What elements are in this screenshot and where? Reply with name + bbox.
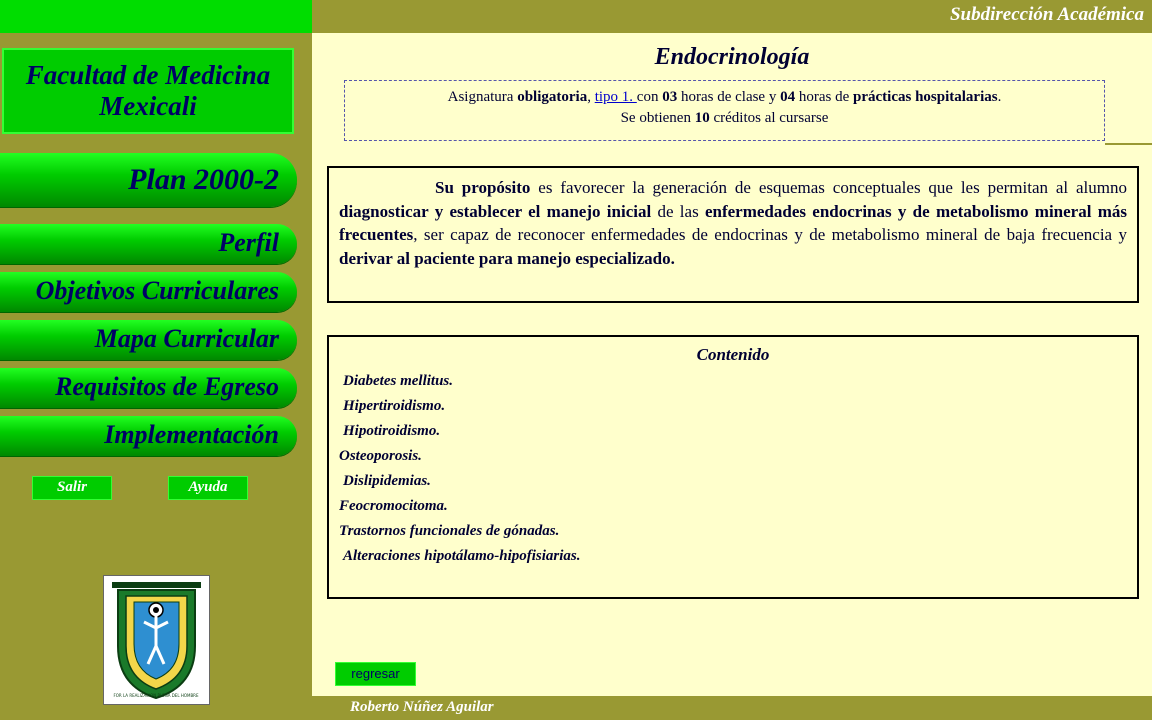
top-left-bar — [0, 0, 312, 33]
nav-perfil[interactable]: Perfil — [0, 224, 297, 264]
course-info-box — [344, 80, 1105, 141]
nav-requisitos-egreso[interactable]: Requisitos de Egreso — [0, 368, 297, 408]
purpose-box: Su propósito es favorecer la generación de esquemas conceptuales que les permitan al alumno diagnosticar y establecer el manejo inicial de las enfermedades endocrinas y de metabolismo mineral más frecuentes, ser capaz de reconocer enfermedades de endocrinas y de metabolismo mineral de baja frecuencia y derivar al paciente para manejo especializado. — [327, 166, 1139, 303]
footer-author: Roberto Núñez Aguilar — [350, 699, 494, 715]
page-title: Endocrinología — [654, 44, 810, 70]
purpose-label: Su propósito — [435, 178, 531, 197]
tipo-link[interactable]: tipo 1. — [594, 89, 637, 105]
list-item: Osteoporosis. — [339, 448, 422, 464]
nav-implementacion[interactable]: Implementación — [0, 416, 297, 456]
divider-line — [1105, 143, 1152, 145]
list-item: Hipotiroidismo. — [343, 423, 441, 439]
content-title: Contenido — [696, 345, 770, 364]
seal-graphic — [104, 576, 209, 704]
list-item: Alteraciones hipotálamo-hipofisiarias. — [343, 548, 581, 564]
faculty-title — [2, 48, 294, 134]
seal-motto: FOR LA REALIZACION PLENA DEL HOMBRE — [113, 693, 199, 698]
university-seal-logo — [103, 575, 210, 705]
content-list — [339, 369, 1127, 569]
list-item: Diabetes mellitus. — [343, 373, 453, 389]
list-item: Hipertiroidismo. — [343, 398, 446, 414]
list-item: Dislipidemias. — [343, 473, 431, 489]
regresar-button[interactable]: regresar — [335, 662, 416, 686]
course-info-line1: Asignatura obligatoria, tipo 1. con 03 horas de clase y 04 horas de prácticas hospitalarias. — [447, 89, 1002, 105]
salir-button[interactable]: Salir — [32, 476, 112, 500]
nav-mapa-curricular[interactable]: Mapa Curricular — [0, 320, 297, 360]
faculty-line1: Facultad de Medicina — [25, 60, 271, 90]
list-item: Trastornos funcionales de gónadas. — [339, 523, 560, 539]
nav-objetivos-curriculares[interactable]: Objetivos Curriculares — [0, 272, 297, 312]
footer-bar — [312, 696, 1152, 720]
header-bar — [312, 0, 1152, 33]
nav-plan[interactable]: Plan 2000-2 — [0, 153, 297, 207]
list-item: Feocromocitoma. — [339, 498, 448, 514]
ayuda-button[interactable]: Ayuda — [168, 476, 248, 500]
header-title: Subdirección Académica — [949, 4, 1144, 25]
faculty-line2: Mexicali — [99, 91, 197, 121]
course-info-line2: Se obtienen 10 créditos al cursarse — [620, 110, 829, 126]
content-box — [327, 335, 1139, 599]
obligatoria-text: obligatoria — [517, 89, 588, 105]
